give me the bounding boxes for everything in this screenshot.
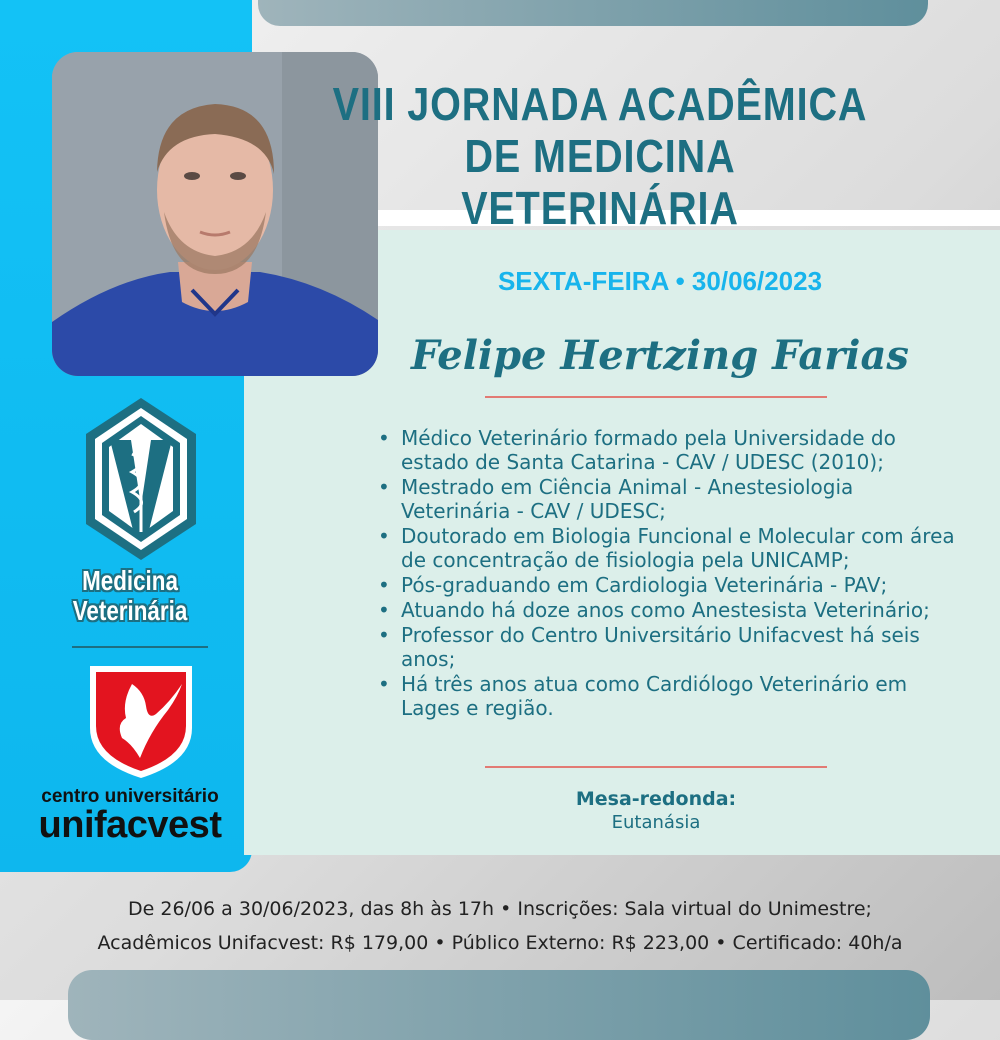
bottom-decorative-bar xyxy=(68,970,930,1040)
event-title-line1: VIII JORNADA ACADÊMICA xyxy=(332,78,868,130)
event-date: SEXTA-FEIRA • 30/06/2023 xyxy=(497,266,823,296)
bio-item: • Doutorado em Biologia Funcional e Molecular com área de concentração de fisiologia pela UNICAMP; xyxy=(376,524,956,572)
course-logo-line1: Medicina xyxy=(82,565,178,596)
divider-bottom xyxy=(485,766,827,768)
session-topic: Eutanásia xyxy=(611,812,701,833)
bio-item: • Atuando há doze anos como Anestesista Veterinário; xyxy=(376,598,956,622)
bio-item: • Pós-graduando em Cardiologia Veterinária - PAV; xyxy=(376,573,956,597)
speaker-name: Felipe Hertzing Farias xyxy=(411,332,909,379)
speaker-bio-list xyxy=(376,426,956,721)
divider-top xyxy=(485,396,827,398)
event-title xyxy=(327,78,874,234)
university-name-line1: centro universitário xyxy=(41,786,219,807)
bio-item: • Professor do Centro Universitário Unifacvest há seis anos; xyxy=(376,623,956,671)
top-decorative-bar xyxy=(258,0,928,26)
course-logo-line2: Veterinária xyxy=(72,595,188,626)
bio-item: • Mestrado em Ciência Animal - Anestesiologia Veterinária - CAV / UDESC; xyxy=(376,475,956,523)
event-title-line2: DE MEDICINA VETERINÁRIA xyxy=(461,130,739,234)
course-logo-text xyxy=(42,566,218,626)
bio-item: • Médico Veterinário formado pela Universidade do estado de Santa Catarina - CAV / UDESC (2010); xyxy=(376,426,956,474)
logo-divider xyxy=(72,646,208,648)
vet-caduceus-logo xyxy=(82,394,200,564)
footer-pricing-text: Acadêmicos Unifacvest: R$ 179,00 • Público Externo: R$ 223,00 • Certificado: 40h/a xyxy=(97,932,903,954)
footer-schedule-text: De 26/06 a 30/06/2023, das 8h às 17h • Inscrições: Sala virtual do Unimestre; xyxy=(128,898,872,920)
university-name-line2: unifacvest xyxy=(38,804,222,846)
unifacvest-shield-logo xyxy=(86,662,196,780)
bio-item: • Há três anos atua como Cardiólogo Veterinário em Lages e região. xyxy=(376,672,956,720)
session-label: Mesa-redonda: xyxy=(575,788,737,810)
